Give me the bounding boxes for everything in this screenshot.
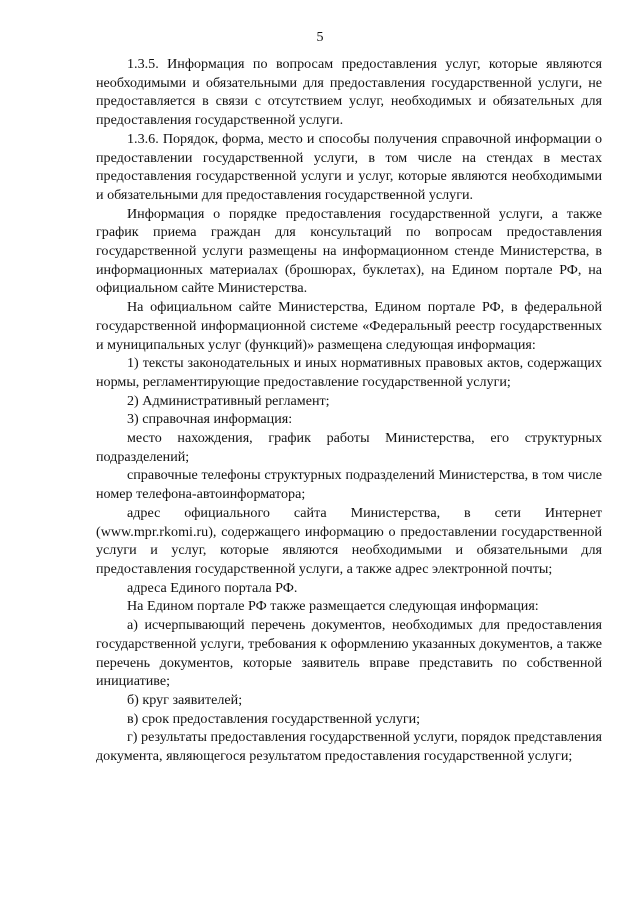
document-body [96,55,602,766]
list-item-a: а) исчерпывающий перечень документов, необходимых для предоставления государственной услуги, требования к оформлению указанных документов, а также перечень документов, которые заявитель вправе представить по собственной инициативе; [96,617,602,690]
list-item-2: 2) Административный регламент; [127,392,330,409]
paragraph-1-3-6: 1.3.6. Порядок, форма, место и способы получения справочной информации о предоставлении государственной услуги, в том числе на стендах в местах предоставления государственной услуги и услуг, которые являются необходимыми и обязательными для предоставления государственной услуги. [96,130,602,203]
list-item-v: в) срок предоставления государственной услуги; [127,710,421,727]
list-item-1: 1) тексты законодательных и иных нормативных правовых актов, содержащих нормы, регламентирующие предоставление государственной услуги; [96,355,602,390]
page-number: 5 [316,30,324,45]
paragraph-location: место нахождения, график работы Министерства, его структурных подразделений; [96,430,602,465]
paragraph-portal-info: На Едином портале РФ также размещается следующая информация: [127,598,539,615]
paragraph-1-3-5: 1.3.5. Информация по вопросам предоставления услуг, которые являются необходимыми и обязательными для предоставления государственной услуги, не предоставляется в связи с отсутствием услуг, необходимых и обязательных для предоставления государственной услуги. [96,56,602,129]
paragraph-website: адрес официального сайта Министерства, в сети Интернет (www.mpr.rkomi.ru), содержащего информацию о предоставлении государственной услуги и услуг, которые являются необходимыми и обязательными для предоставления государственной услуги, а также адрес электронной почты; [96,504,602,577]
paragraph-portal-addresses: адреса Единого портала РФ. [127,579,298,596]
list-item-b: б) круг заявителей; [127,691,243,708]
list-item-3: 3) справочная информация: [127,411,293,428]
paragraph-schedule-info: Информация о порядке предоставления государственной услуги, а также график приема граждан для консультаций по вопросам предоставления государственной услуги размещены на информационном стенде Министерства, в информационных материалах (брошюрах, буклетах), на Едином портале РФ, на официальном сайте Министерства. [96,205,602,297]
paragraph-phones: справочные телефоны структурных подразделений Министерства, в том числе номер телефона-автоинформатора; [96,467,602,503]
paragraph-official-site-info: На официальном сайте Министерства, Едином портале РФ, в федеральной государственной информационной системе «Федеральный реестр государственных и муниципальных услуг (функций)» размещена следующая информация: [96,299,602,353]
list-item-g: г) результаты предоставления государственной услуги, порядок представления документа, являющегося результатом предоставления государственной услуги; [96,729,602,765]
